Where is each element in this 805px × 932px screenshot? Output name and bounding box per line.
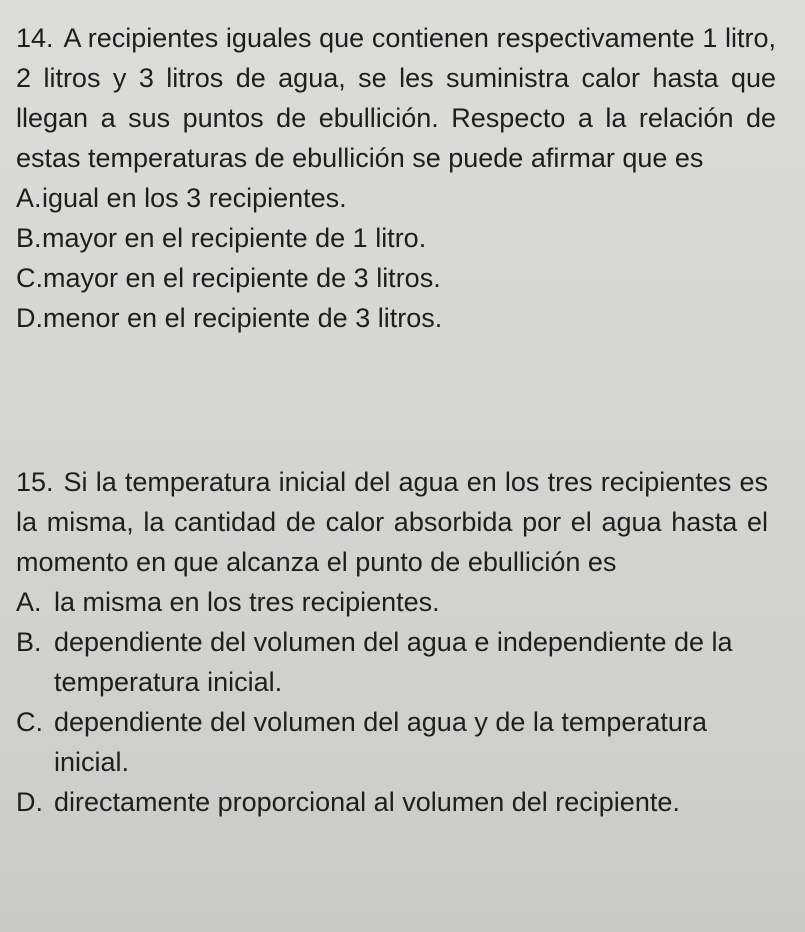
option-text: directamente proporcional al volumen del recipiente. (54, 787, 680, 817)
question-stem-text: Si la temperatura inicial del agua en los tres recipientes es la misma, la cantidad de calor absorbida por el agua hasta el momento en que alcanza el punto de ebullición es (16, 467, 768, 577)
option-text: la misma en los tres recipientes. (54, 587, 440, 617)
option-text: igual en los 3 recipientes. (42, 183, 347, 213)
option-c[interactable] (16, 258, 776, 298)
option-letter: A. (16, 183, 42, 213)
option-a[interactable] (16, 582, 768, 622)
question-stem-text: A recipientes iguales que contienen respectivamente 1 litro, 2 litros y 3 litros de agua, se les suministra calor hasta que llegan a sus puntos de ebullición. Respecto a la relación de estas temperaturas de ebullición se puede afirmar que es (16, 23, 776, 173)
question-14 (16, 18, 776, 338)
question-15 (16, 462, 768, 822)
option-letter: A. (16, 587, 42, 617)
option-b[interactable] (16, 218, 776, 258)
option-letter: C. (16, 263, 43, 293)
option-d[interactable] (16, 782, 768, 822)
option-b[interactable] (16, 622, 768, 702)
option-text: dependiente del volumen del agua y de la temperatura inicial. (54, 707, 707, 777)
option-d[interactable] (16, 298, 776, 338)
option-a[interactable] (16, 178, 776, 218)
option-letter: C. (16, 707, 43, 737)
option-letter: D. (16, 787, 43, 817)
option-letter: B. (16, 627, 42, 657)
option-text: menor en el recipiente de 3 litros. (43, 303, 443, 333)
question-number: 14. (16, 23, 54, 53)
option-c[interactable] (16, 702, 768, 782)
question-number: 15. (16, 467, 54, 497)
option-letter: B. (16, 223, 42, 253)
question-stem (16, 462, 768, 582)
option-text: dependiente del volumen del agua e independiente de la temperatura inicial. (54, 627, 733, 697)
question-stem (16, 18, 776, 178)
option-letter: D. (16, 303, 43, 333)
option-text: mayor en el recipiente de 3 litros. (43, 263, 441, 293)
option-text: mayor en el recipiente de 1 litro. (42, 223, 427, 253)
